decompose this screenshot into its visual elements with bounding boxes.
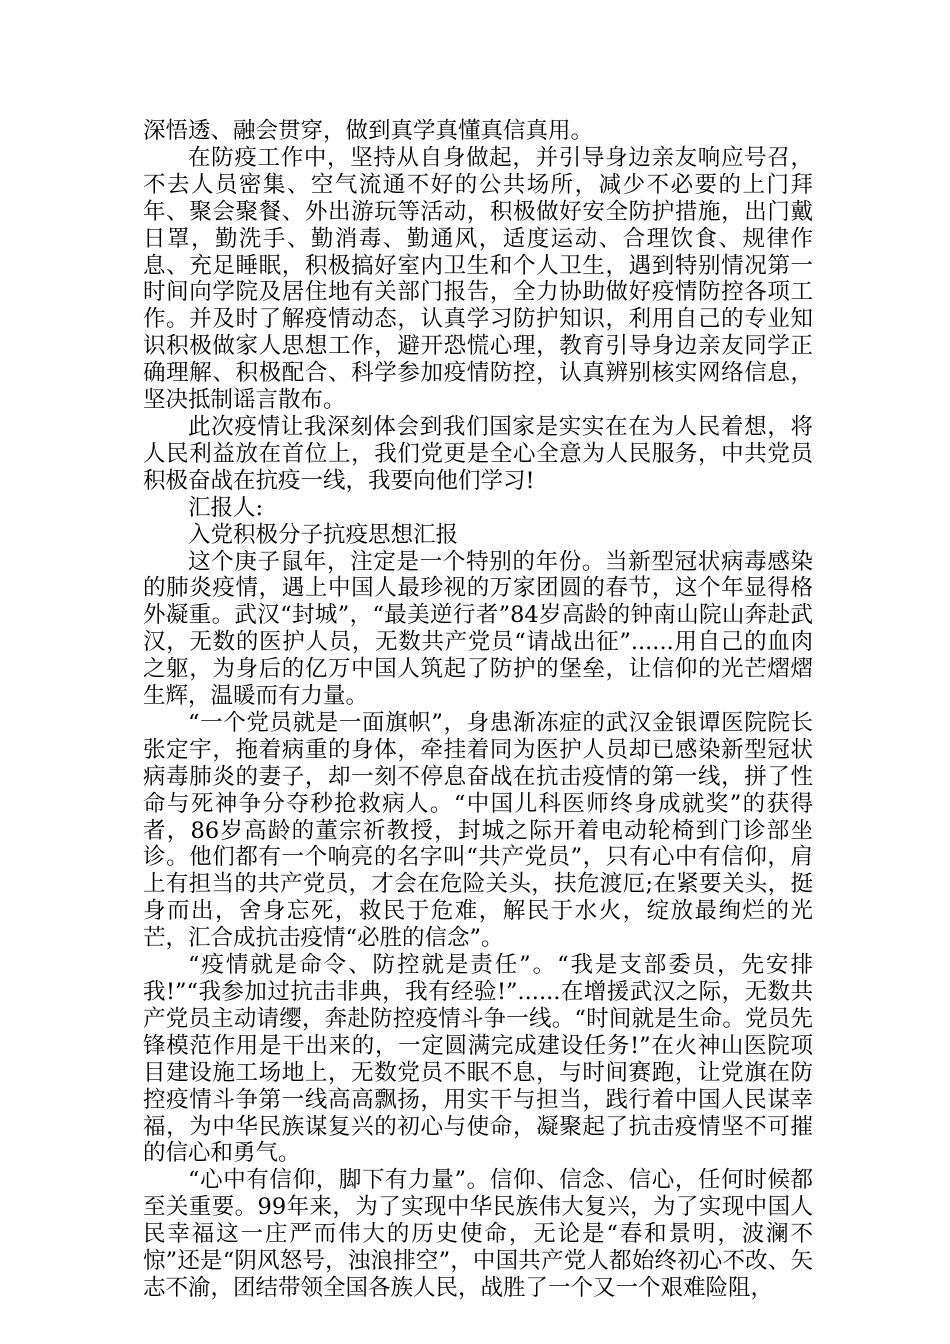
reporter-line: 汇报人: bbox=[188, 494, 264, 521]
section-title: 入党积极分子抗疫思想汇报 bbox=[188, 521, 459, 548]
paragraph-1: 深悟透、融会贯穿，做到真学真懂真信真用。 bbox=[143, 118, 594, 144]
paragraph-8: “疫情就是命令、防控就是责任”。“我是支部委员，先安排我!”“我参加过抗击非典，我有经验!”......在增援武汉之际，无数共产党员主动请缨，奔赴防控疫情斗争一线。“时间就是生命。党员先锋模范作用是干出来的，一定圆满完成建设任务!”在火神山医院项目建设施工场地上，无数党员不眠不息，与时间赛跑，让党旗在防控疫情斗争第一线高高飘扬，用实干与担当，践行着中国人民谋幸福，为中华民族谋复兴的初心与使命，凝聚起了抗击疫情坚不可摧的信心和勇气。 bbox=[143, 952, 813, 1167]
paragraph-2: 在防疫工作中，坚持从自身做起，并引导身边亲友响应号召，不去人员密集、空气流通不好的公共场所，减少不必要的上门拜年、聚会聚餐、外出游玩等活动，积极做好安全防护措施，出门戴日罩，勤洗手、勤消毒、勤通风，适度运动、合理饮食、规律作息、充足睡眠，积极搞好室内卫生和个人卫生，遇到特别情况第一时间向学院及居住地有关部门报告，全力协助做好疫情防控各项工作。并及时了解疫情动态，认真学习防护知识，利用自己的专业知识积极做家人思想工作，避开恐慌心理，教育引导身边亲友同学正确理解、积极配合、科学参加疫情防控，认真辨别核实网络信息，坚决抵制谣言散布。 bbox=[143, 144, 813, 414]
paragraph-9: “心中有信仰，脚下有力量”。信仰、信念、信心，任何时候都至关重要。99年来，为了实现中华民族伟大复兴，为了实现中国人民幸福这一庄严而伟大的历史使命，无论是“春和景明，波澜不惊”还是“阴风怒号，浊浪排空”，中国共产党人都始终初心不改、矢志不渝，团结带领全国各族人民，战胜了一个又一个艰难险阻， bbox=[143, 1167, 813, 1301]
document-body bbox=[143, 118, 813, 1302]
paragraph-3: 此次疫情让我深刻体会到我们国家是实实在在为人民着想，将人民利益放在首位上，我们党更是全心全意为人民服务，中共党员积极奋战在抗疫一线，我要向他们学习! bbox=[143, 413, 813, 494]
paragraph-6: 这个庚子鼠年，注定是一个特别的年份。当新型冠状病毒感染的肺炎疫情，遇上中国人最珍视的万家团圆的春节，这个年显得格外凝重。武汉“封城”，“最美逆行者”84岁高龄的钟南山院山奔赴武汉，无数的医护人员，无数共产党员“请战出征”......用自己的血肉之躯，为身后的亿万中国人筑起了防护的堡垒，让信仰的光芒熠熠生辉，温暖而有力量。 bbox=[143, 548, 813, 710]
paragraph-7: “一个党员就是一面旗帜”，身患渐冻症的武汉金银谭医院院长张定宇，拖着病重的身体，牵挂着同为医护人员却已感染新型冠状病毒肺炎的妻子，却一刻不停息奋战在抗击疫情的第一线，拼了性命与死神争分夺秒抢救病人。“中国儿科医师终身成就奖”的获得者，86岁高龄的董宗祈教授，封城之际开着电动轮椅到门诊部坐诊。他们都有一个响亮的名字叫“共产党员”，只有心中有信仰，肩上有担当的共产党员，才会在危险关头，扶危渡厄;在紧要关头，挺身而出，舍身忘死，救民于危难，解民于水火，绽放最绚烂的光芒，汇合成抗击疫情“必胜的信念”。 bbox=[143, 709, 813, 952]
